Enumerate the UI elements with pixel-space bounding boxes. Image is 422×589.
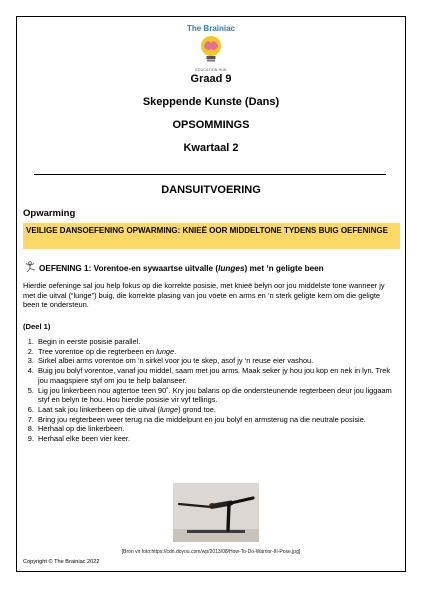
steps-list (23, 337, 395, 444)
exercise-intro: Hierdie oefeninge sal jou help fokus op die korrekte posisie, met knieë belyn oor jou middelste tone wanneer jy met die uitval (“lunge”) buig, die korrekte plasing van jou voete en arms en ‘n sterk geligte kern om die geligte been te ondersteun. (23, 281, 385, 310)
list-item: 2. Tree vorentoe op die regterbeen en lunge. (36, 347, 395, 357)
list-item: 1. Begin in eerste posisie parallel. (36, 337, 395, 347)
document-type-heading: OPSOMMINGS (172, 119, 250, 131)
list-item: 9. Herhaal elke been vier keer. (36, 434, 395, 444)
logo-name: The Brainiac (186, 24, 235, 33)
list-item: 4. Buig jou bolyf vorentoe, vanaf jou middel, saam met jou arms. Maak seker jy hou jou kop en nek in lyn. Trek jou maagspiere styf om jou te help balanseer. (36, 366, 395, 385)
exercise-title-suffix: ) met ‘n geligte been (244, 264, 324, 273)
part-label: (Deel 1) (23, 322, 51, 331)
subject-heading: Skeppende Kunste (Dans) (142, 96, 280, 108)
section-title: DANSUITVOERING (161, 184, 261, 196)
brainiac-logo (181, 24, 241, 72)
list-item: 6. Laat sak jou linkerbeen op die uitval (lunge) grond toe. (36, 405, 395, 415)
dancer-icon (23, 261, 37, 273)
grade-heading: Graad 9 (190, 73, 232, 85)
logo-tagline: EDUCATION HUB (195, 68, 227, 72)
list-item: 7. Bring jou regterbeen weer terug na die middelpunt en jou bolyf en armsterug na die neutrale posisie. (36, 415, 395, 425)
exercise-title-italic: lunges (218, 264, 245, 273)
list-item: 3. Sirkel albei arms vorentoe om ‘n sirkel voor jou te skep, asof jy ‘n reuse eier vashou. (36, 356, 395, 366)
copyright: Copyright © The Brainiac 2022 (23, 559, 100, 565)
exercise-title (23, 261, 324, 273)
exercise-title-prefix: OEFENING 1: Vorentoe-en sywaartse uitvalle ( (39, 264, 219, 273)
lightbulb-brain-icon (196, 34, 226, 68)
warmup-heading: Opwarming (23, 208, 76, 219)
warrior-pose-figure (173, 483, 259, 542)
image-credit: [Bron vir foto:https://cdn.doyou.com/wp/2013/08/How-To-Do-Warrior-III-Pose.jpg] (121, 549, 301, 555)
list-item: 8. Herhaal op die linkerbeen. (36, 424, 395, 434)
highlight-banner: VEILIGE DANSOEFENING OPWARMING: KNIEË OOR MIDDELTONE TYDENS BUIG OEFENINGE (23, 223, 400, 249)
warrior-pose-photo (173, 483, 259, 542)
divider-line (34, 174, 386, 175)
term-heading: Kwartaal 2 (183, 142, 239, 154)
list-item: 5. Lig jou linkerbeen nou agtertoe teen 90˚. Kry jou balans op die ondersteunende regterbeen deur jou liggaam styf en belyn te hou. Hou hierdie posisie vir vyf tellings. (36, 386, 395, 405)
